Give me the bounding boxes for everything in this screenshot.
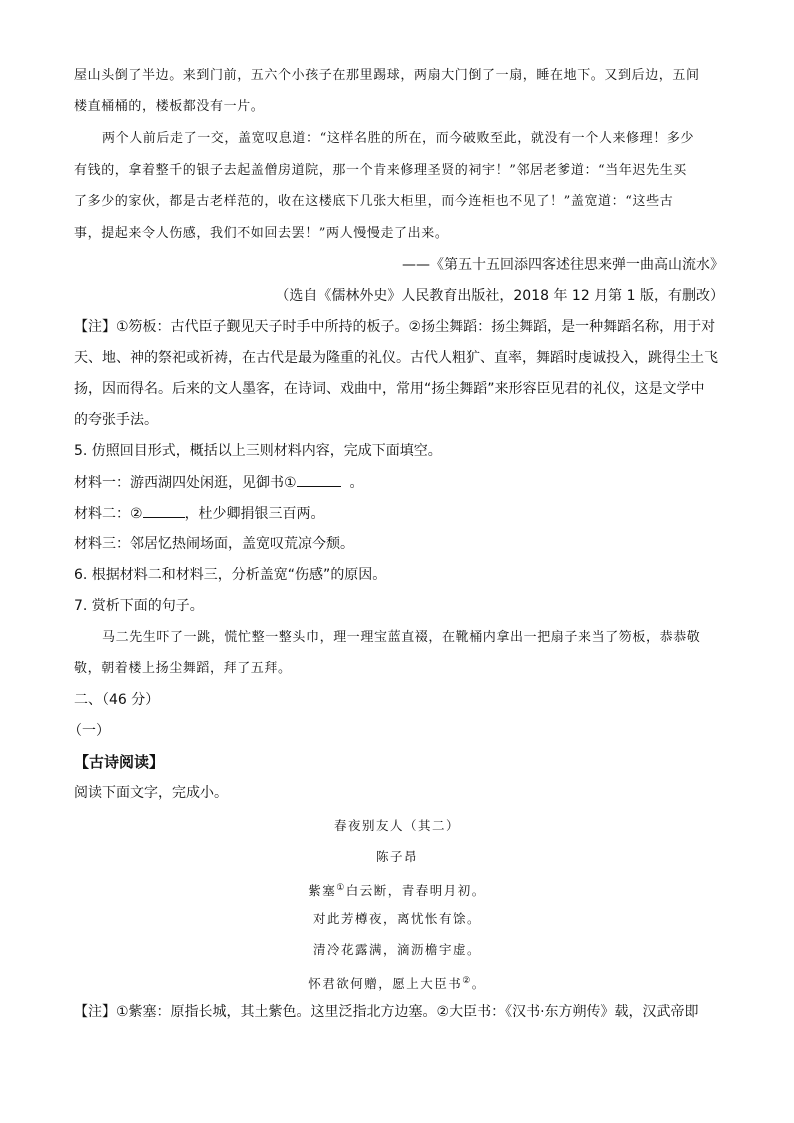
passage-line: 了多少的家伙，都是古老样范的，收在这楼底下几张大柜里，而今连柜也不见了！”盖宽道：“这些古: [74, 194, 674, 209]
material-2-line: [74, 503, 724, 524]
instruction: 阅读下面文字，完成小。: [74, 785, 228, 801]
note-line: 【注】①笏板：古代臣子觐见天子时手中所持的板子。②扬尘舞蹈：扬尘舞蹈，是一种舞蹈名称，用于对: [74, 319, 716, 335]
passage-line: 事，提起来令人伤感，我们不如回去罢！”两人慢慢走了出来。: [74, 226, 449, 241]
material-1-text: 材料一：游西湖四处闲逛，见御书①: [74, 475, 297, 491]
passage-line: 楼直桶桶的，楼板都没有一片。: [74, 99, 265, 114]
section-label: 【古诗阅读】: [74, 753, 165, 771]
answer-blank[interactable]: [297, 472, 341, 487]
subsection-heading: （一）: [68, 723, 110, 739]
material-2-end: ，杜少卿捐银三百两。: [184, 506, 325, 522]
material-2-text: 材料二：②: [74, 506, 143, 522]
note-line: 天、地、神的祭祀或祈祷，在古代是最为隆重的礼仪。古代人粗犷、直率，舞蹈时虔诚投入，跳得尘土飞: [74, 350, 718, 366]
poem-text: 紫塞: [308, 883, 337, 899]
poem-line-1: [0, 878, 794, 901]
question-7: 7. 赏析下面的句子。: [74, 598, 204, 614]
chapter-title: ——《第五十五回添四客述往思来弹一曲高山流水》: [402, 257, 724, 273]
passage-line: 屋山头倒了半边。来到门前，五六个小孩子在那里踢球，两扇大门倒了一扇，睡在地下。又到后边，五间: [74, 68, 700, 83]
answer-blank[interactable]: [143, 503, 185, 518]
material-3-line: 材料三：邻居忆热闹场面，盖宽叹荒凉今颓。: [74, 536, 354, 552]
poem-line-3: 清冷花露满，滴沥檐宇虚。: [312, 942, 481, 957]
passage-line: 有钱的，拿着整千的银子去起盖僧房道院，那一个肯来修理圣贤的祠宇！”邻居老爹道：“当年迟先生买: [74, 163, 687, 178]
quote-line: 敬，朝着楼上扬尘舞蹈，拜了五拜。: [74, 661, 292, 676]
material-1-line: [74, 472, 724, 493]
passage-line: 两个人前后走了一交，盖宽叹息道：“这样名胜的所在，而今破败至此，就没有一个人来修理！多少: [102, 131, 695, 146]
material-1-end: 。: [349, 475, 364, 491]
poem-text: 。: [471, 976, 486, 992]
section-heading: 二、（46 分）: [74, 692, 160, 708]
poem-line-4: [0, 971, 794, 994]
poem-text: 怀君欲何赠，愿上大臣书: [308, 976, 463, 992]
poem-text: 白云断，青春明月初。: [345, 883, 486, 899]
footnote-marker: ①: [336, 883, 346, 893]
note-line: 【注】①紫塞：原指长城，其土紫色。这里泛指北方边塞。②大臣书：《汉书·东方朔传》载，汉武帝即: [74, 1004, 699, 1020]
question-6: 6. 根据材料二和材料三，分析盖宽“伤感”的原因。: [74, 567, 387, 583]
question-5: 5. 仿照回目形式，概括以上三则材料内容，完成下面填空。: [74, 443, 442, 459]
footnote-marker: ②: [462, 976, 472, 986]
source-citation: （选自《儒林外史》人民教育出版社，2018 年 12 月第 1 版，有删改）: [275, 288, 724, 304]
note-line: 的夸张手法。: [74, 412, 158, 428]
poem-author: 陈子昂: [375, 849, 418, 864]
poem-line-2: 对此芳樽夜，离忧怅有馀。: [312, 911, 481, 926]
quote-line: 马二先生吓了一跳，慌忙整一整头巾，理一理宝蓝直裰，在靴桶内拿出一把扇子来当了笏板，恭恭敬: [102, 630, 701, 645]
poem-title: 春夜别友人（其二）: [333, 818, 460, 833]
note-line: 扬，因而得名。后来的文人墨客，在诗词、戏曲中，常用“扬尘舞蹈”来形容臣见君的礼仪，这是文学中: [74, 381, 705, 397]
